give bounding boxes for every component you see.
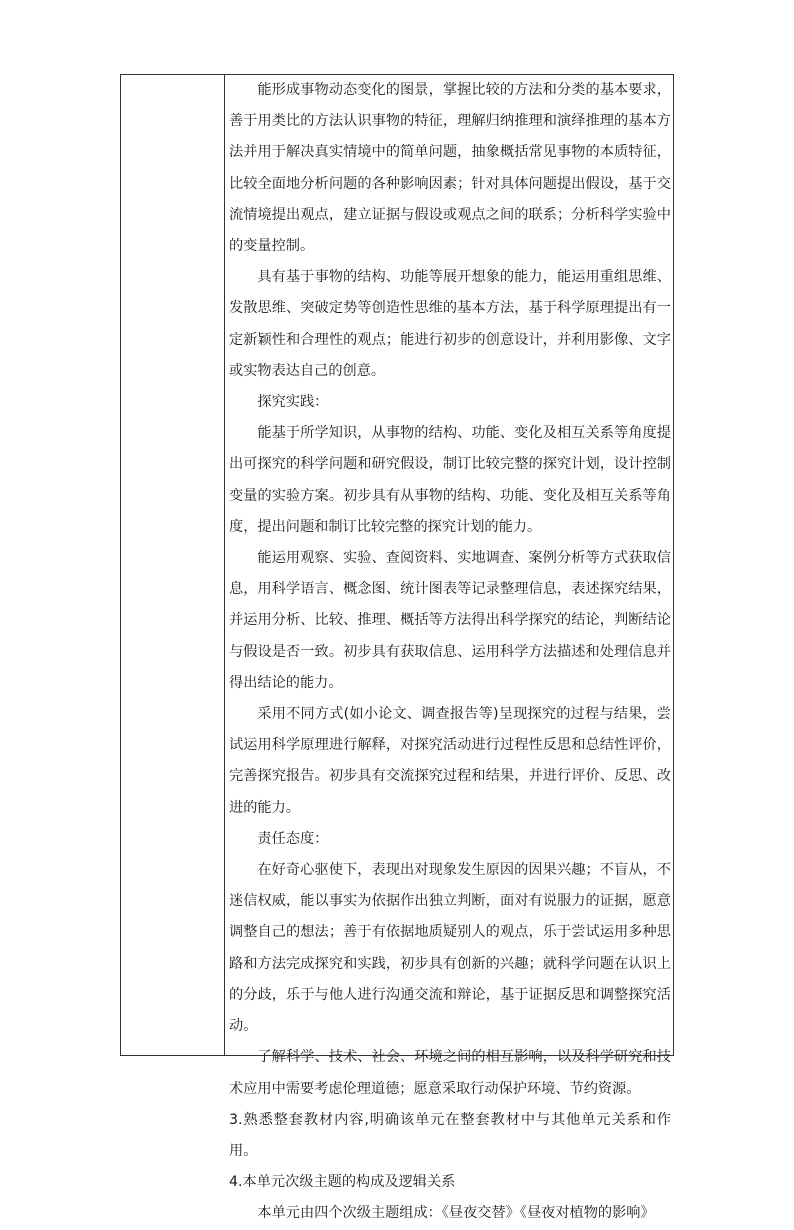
section-heading: 责任态度： <box>257 830 329 847</box>
paragraph: 能形成事物动态变化的图景，掌握比较的方法和分类的基本要求，善于用类比的方法认识事物的特征，理解归纳推理和演绎推理的基本方法并用于解决真实情境中的简单问题，抽象概括常见事物的本质特征，比较全面地分析问题的各种影响因素；针对具体问题提出假设，基于交流情境提出观点，建立证据与假设或观点之间的联系；分析科学实验中的变量控制。 <box>229 82 671 255</box>
paragraph: 采用不同方式(如小论文、调查报告等)呈现探究的过程与结果，尝试运用科学原理进行解释，对探究活动进行过程性反思和总结性评价，完善探究报告。初步具有交流探究过程和结果，并进行评价、反思、改进的能力。 <box>229 706 671 816</box>
table-frame <box>120 74 674 1222</box>
left-column-cell <box>121 75 224 1055</box>
column-divider <box>224 75 225 1055</box>
paragraph: 本单元由四个次级主题组成：《昼夜交替》《昼夜对植物的影响》 <box>257 1205 655 1222</box>
paragraph: 具有基于事物的结构、功能等展开想象的能力，能运用重组思维、发散思维、突破定势等创造性思维的基本方法，基于科学原理提出有一定新颖性和合理性的观点；能进行初步的创意设计，并利用影像、文字或实物表达自己的创意。 <box>229 269 671 379</box>
numbered-item: 4.本单元次级主题的构成及逻辑关系 <box>229 1174 456 1191</box>
paragraph: 能运用观察、实验、查阅资料、实地调查、案例分析等方式获取信息，用科学语言、概念图、统计图表等记录整理信息，表述探究结果，并运用分析、比较、推理、概括等方法得出科学探究的结论，判断结论与假设是否一致。初步具有获取信息、运用科学方法描述和处理信息并得出结论的能力。 <box>229 550 671 691</box>
section-heading: 探究实践： <box>257 394 329 411</box>
paragraph: 能基于所学知识，从事物的结构、功能、变化及相互关系等角度提出可探究的科学问题和研究假设，制订比较完整的探究计划，设计控制变量的实验方案。初步具有从事物的结构、功能、变化及相互关系等角度，提出问题和制订比较完整的探究计划的能力。 <box>229 425 671 535</box>
paragraph: 了解科学、技术、社会、环境之间的相互影响，以及科学研究和技术应用中需要考虑伦理道德；愿意采取行动保护环境、节约资源。 <box>229 1049 671 1097</box>
paragraph: 在好奇心驱使下，表现出对现象发生原因的因果兴趣；不盲从，不迷信权威，能以事实为依据作出独立判断，面对有说服力的证据，愿意调整自己的想法；善于有依据地质疑别人的观点，乐于尝试运用多种思路和方法完成探究和实践，初步具有创新的兴趣；就科学问题在认识上的分歧，乐于与他人进行沟通交流和辩论，基于证据反思和调整探究活动。 <box>229 862 671 1035</box>
numbered-item: 3.熟悉整套教材内容,明确该单元在整套教材中与其他单元关系和作用。 <box>229 1111 671 1159</box>
right-column-content <box>229 75 671 1230</box>
